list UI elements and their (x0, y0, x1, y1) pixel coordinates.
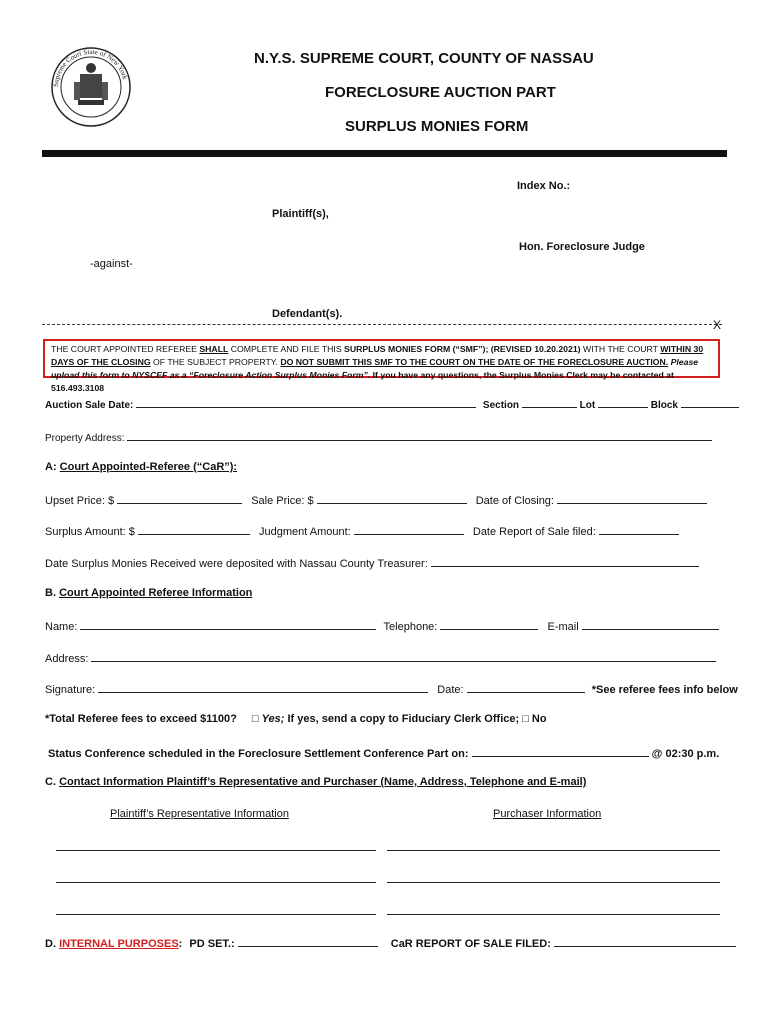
auction-date-label: Auction Sale Date: (45, 400, 134, 411)
sale-price-label: Sale Price: $ (251, 495, 314, 507)
telephone-field[interactable] (440, 618, 538, 630)
closing-date-label: Date of Closing: (475, 495, 554, 507)
conference-time: @ 02:30 p.m. (651, 748, 720, 760)
purchaser-line-1[interactable] (387, 850, 720, 851)
no-label: No (531, 713, 547, 725)
report-date-label: Date Report of Sale filed: (472, 526, 596, 538)
form-title: SURPLUS MONIES FORM (345, 118, 529, 135)
block-label: Block (650, 400, 678, 411)
car-report-field[interactable] (554, 935, 736, 947)
address-label: Address: (45, 653, 89, 665)
internal-purposes-label: INTERNAL PURPOSES (59, 938, 179, 950)
signature-label: Signature: (45, 684, 96, 696)
date-label: Date: (437, 684, 464, 696)
address-field[interactable] (91, 650, 716, 662)
defendant-label: Defendant(s). (272, 308, 343, 320)
email-label: E-mail (547, 621, 579, 633)
section-b-heading: B. Court Appointed Referee Information (45, 587, 253, 599)
auction-date-field[interactable] (136, 396, 476, 408)
court-title: N.Y.S. SUPREME COURT, COUNTY OF NASSAU (254, 50, 594, 67)
property-address-label: Property Address: (45, 433, 125, 444)
court-seal-logo (50, 46, 132, 128)
auction-date-row (45, 396, 739, 411)
signature-row (45, 681, 738, 696)
email-field[interactable] (582, 618, 719, 630)
report-date-field[interactable] (599, 523, 679, 535)
surplus-amount-label: Surplus Amount: $ (45, 526, 135, 538)
yes-instructions: If yes, send a copy to Fiduciary Clerk Office; (284, 713, 523, 725)
fees-note: *See referee fees info below (591, 684, 738, 696)
deposit-date-field[interactable] (431, 555, 699, 567)
plaintiff-rep-heading: Plaintiff’s Representative Information (110, 808, 289, 820)
purchaser-heading: Purchaser Information (493, 808, 602, 820)
amounts-row (45, 523, 679, 538)
address-row (45, 650, 716, 665)
section-c-heading: C. Contact Information Plaintiff’s Representative and Purchaser (Name, Address, Telephone and E-mail) (45, 776, 587, 788)
sale-price-field[interactable] (317, 492, 467, 504)
against-label: -against- (90, 258, 133, 270)
seal-text: Supreme Court State of New York (51, 47, 130, 88)
judgment-amount-label: Judgment Amount: (259, 526, 351, 538)
name-label: Name: (45, 621, 78, 633)
pd-set-label: PD SET.: (189, 938, 235, 950)
lot-field[interactable] (598, 396, 648, 408)
signature-field[interactable] (98, 681, 428, 693)
header-divider (42, 150, 727, 157)
lot-label: Lot (579, 400, 596, 411)
judge-label: Hon. Foreclosure Judge (519, 241, 645, 253)
total-fees-label: *Total Referee fees to exceed $1100? (45, 713, 237, 725)
caption-x: X (713, 318, 722, 332)
part-title: FORECLOSURE AUCTION PART (325, 84, 556, 101)
property-address-row (45, 429, 712, 444)
deposit-date-label: Date Surplus Monies Received were deposited with Nassau County Treasurer: (45, 558, 428, 570)
plaintiff-rep-line-2[interactable] (56, 882, 376, 883)
pd-set-field[interactable] (238, 935, 378, 947)
car-report-label: CaR REPORT OF SALE FILED: (390, 938, 551, 950)
name-row (45, 618, 719, 633)
index-no-label: Index No.: (517, 180, 571, 192)
no-checkbox[interactable]: □ (522, 713, 529, 725)
surplus-amount-field[interactable] (138, 523, 250, 535)
block-field[interactable] (681, 396, 739, 408)
telephone-label: Telephone: (383, 621, 438, 633)
property-address-field[interactable] (127, 429, 712, 441)
status-conference-row (48, 745, 719, 760)
section-d-prefix: D. (45, 938, 60, 950)
deposit-row (45, 555, 699, 570)
instructions-notice: THE COURT APPOINTED REFEREE SHALL COMPLETE AND FILE THIS SURPLUS MONIES FORM (“SMF”); (REVISED 10.20.2021) WITH THE COURT WITHIN 30 DAYS OF THE CLOSING OF THE SUBJECT PROPERTY. DO NOT SUBMIT THIS SMF TO THE COURT ON THE DATE OF THE FORECLOSURE AUCTION. Please upload this form to NYSCEF as a “Foreclosure Action Surplus Monies Form”. If you have any questions, the Surplus Monies Clerk may be contacted at 516.493.3108 (43, 339, 720, 378)
upset-price-label: Upset Price: $ (45, 495, 115, 507)
plaintiff-label: Plaintiff(s), (272, 208, 329, 220)
yes-checkbox[interactable]: □ (251, 713, 259, 725)
purchaser-line-3[interactable] (387, 914, 720, 915)
yes-label: Yes; (261, 713, 285, 725)
section-d-row: D. INTERNAL PURPOSES: PD SET.: CaR REPORT OF SALE FILED: (45, 935, 736, 950)
fees-row (45, 713, 547, 725)
purchaser-line-2[interactable] (387, 882, 720, 883)
status-conference-label: Status Conference scheduled in the Foreclosure Settlement Conference Part on: (48, 748, 469, 760)
date-field[interactable] (467, 681, 585, 693)
section-a-heading: A: Court Appointed-Referee (“CaR”): (45, 461, 238, 473)
prices-row (45, 492, 707, 507)
caption-divider (42, 324, 722, 326)
section-field[interactable] (522, 396, 577, 408)
status-conference-field[interactable] (472, 745, 649, 757)
plaintiff-rep-line-3[interactable] (56, 914, 376, 915)
plaintiff-rep-line-1[interactable] (56, 850, 376, 851)
judgment-amount-field[interactable] (354, 523, 464, 535)
upset-price-field[interactable] (117, 492, 242, 504)
name-field[interactable] (80, 618, 376, 630)
closing-date-field[interactable] (557, 492, 707, 504)
section-label: Section (482, 400, 520, 411)
